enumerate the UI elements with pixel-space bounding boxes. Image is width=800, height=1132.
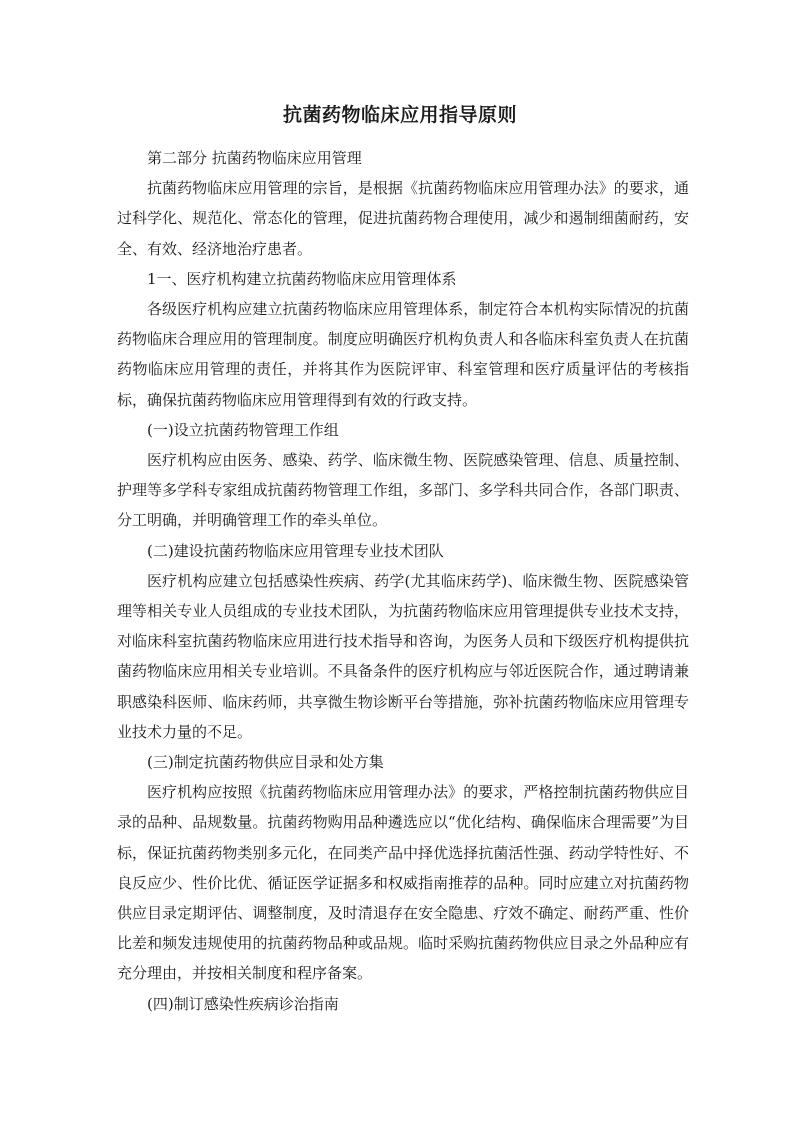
subsection-heading-1: (一)设立抗菌药物管理工作组 [147, 420, 339, 439]
paragraph-working-group: 医疗机构应由医务、感染、药学、临床微生物、医院感染管理、信息、质量控制、护理等多学科专家组成抗菌药物管理工作组，多部门、多学科共同合作，各部门职责、分工明确，并明确管理工作的牵头单位。 [117, 451, 689, 530]
section-heading-part-two: 第二部分 抗菌药物临床应用管理 [147, 149, 362, 167]
paragraph-management-system: 各级医疗机构应建立抗菌药物临床应用管理体系，制定符合本机构实际情况的抗菌药物临床合理应用的管理制度。制度应明确医疗机构负责人和各临床科室负责人在抗菌药物临床应用管理的责任，并将其作为医院评审、科室管理和医疗质量评估的考核指标，确保抗菌药物临床应用管理得到有效的行政支持。 [117, 300, 689, 409]
subsection-heading-4: (四)制订感染性疾病诊治指南 [147, 994, 339, 1013]
section-heading-one: 1一、医疗机构建立抗菌药物临床应用管理体系 [147, 269, 457, 288]
document-title: 抗菌药物临床应用指导原则 [282, 104, 517, 126]
paragraph-management-purpose: 抗菌药物临床应用管理的宗旨，是根据《抗菌药物临床应用管理办法》的要求，通过科学化、规范化、常态化的管理，促进抗菌药物合理使用，减少和遏制细菌耐药，安全、有效、经济地治疗患者。 [117, 179, 689, 258]
subsection-heading-3: (三)制定抗菌药物供应目录和处方集 [147, 753, 384, 772]
document-body [117, 143, 689, 1019]
paragraph-technical-team: 医疗机构应建立包括感染性疾病、药学(尤其临床药学)、临床微生物、医院感染管理等相关专业人员组成的专业技术团队，为抗菌药物临床应用管理提供专业技术支持，对临床科室抗菌药物临床应用进行技术指导和咨询，为医务人员和下级医疗机构提供抗菌药物临床应用相关专业培训。不具备条件的医疗机构应与邻近医院合作，通过聘请兼职感染科医师、临床药师，共享微生物诊断平台等措施，弥补抗菌药物临床应用管理专业技术力量的不足。 [117, 571, 689, 741]
paragraph-supply-catalog: 医疗机构应按照《抗菌药物临床应用管理办法》的要求，严格控制抗菌药物供应目录的品种、品规数量。抗菌药物购用品种遴选应以“优化结构、确保临床合理需要”为目标，保证抗菌药物类别多元化，在同类产品中择优选择抗菌活性强、药动学特性好、不良反应少、性价比优、循证医学证据多和权威指南推荐的品种。同时应建立对抗菌药物供应目录定期评估、调整制度，及时清退存在安全隐患、疗效不确定、耐药严重、性价比差和频发违规使用的抗菌药物品种或品规。临时采购抗菌药物供应目录之外品种应有充分理由，并按相关制度和程序备案。 [117, 783, 689, 983]
subsection-heading-2: (二)建设抗菌药物临床应用管理专业技术团队 [147, 541, 444, 560]
